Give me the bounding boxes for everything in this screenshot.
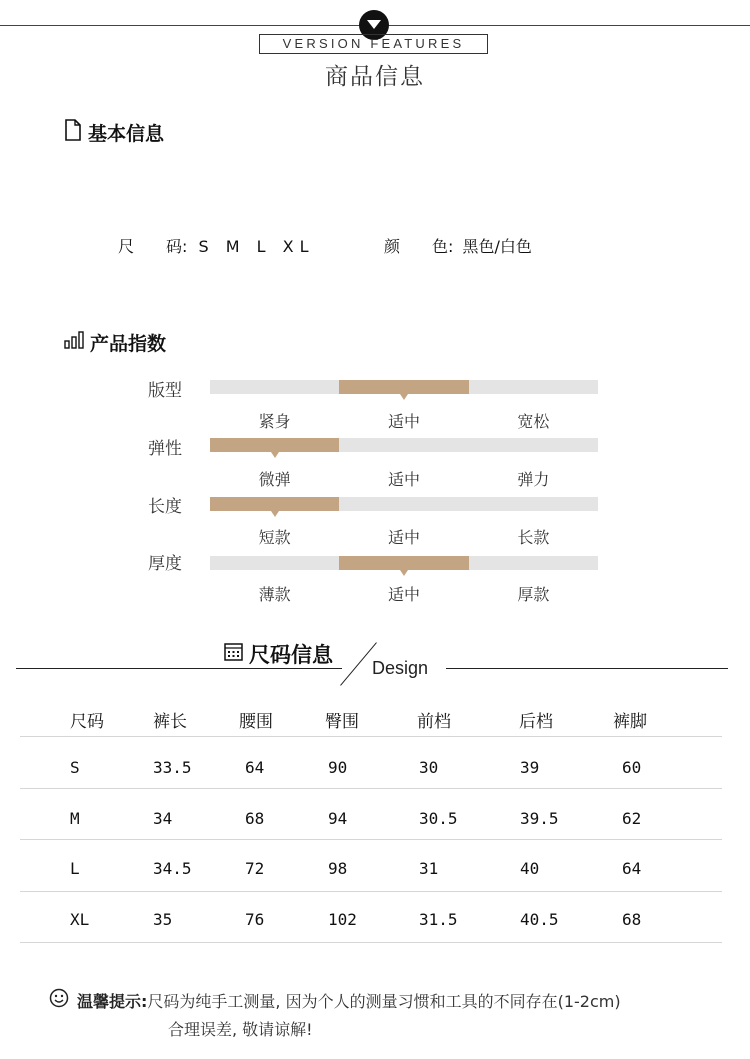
index-bar-pointer	[400, 570, 408, 576]
index-option: 薄款	[258, 585, 291, 604]
table-header-cell: 前档	[417, 712, 451, 732]
size-label: 尺 码:	[118, 237, 188, 256]
table-cell: 90	[328, 758, 348, 777]
table-cell: 39	[520, 758, 540, 777]
size-info-title: 尺码信息	[249, 643, 333, 667]
table-row-divider	[20, 891, 722, 892]
table-cell: 64	[622, 859, 642, 878]
index-bar-track	[210, 556, 598, 570]
table-header-cell: 腰围	[239, 712, 273, 732]
product-index-heading	[64, 329, 166, 356]
tips-text-1: 尺码为纯手工测量, 因为个人的测量习惯和工具的不同存在(1-2cm)	[147, 992, 621, 1011]
table-row-size: L	[70, 859, 80, 878]
table-cell: 60	[622, 758, 642, 777]
table-row-divider	[20, 942, 722, 943]
table-cell: 64	[245, 758, 265, 777]
table-header-cell: 臀围	[325, 712, 359, 732]
product-index-title: 产品指数	[90, 333, 167, 355]
table-header-cell: 裤长	[153, 712, 187, 732]
index-option: 厚款	[517, 585, 550, 604]
index-label: 弹性	[148, 439, 182, 459]
table-header-cell: 裤脚	[613, 712, 647, 732]
table-cell: 62	[622, 809, 642, 828]
table-cell: 31	[419, 859, 439, 878]
table-row-divider	[20, 736, 722, 737]
color-info-line	[384, 234, 532, 257]
table-cell: 94	[328, 809, 348, 828]
size-values: S M L XL	[198, 237, 315, 256]
table-cell: 40.5	[520, 910, 559, 929]
basic-info-heading	[64, 119, 164, 146]
table-header-cell: 尺码	[70, 712, 104, 732]
color-values: 黑色/白色	[462, 237, 532, 256]
table-cell: 35	[153, 910, 173, 929]
document-icon	[64, 119, 82, 146]
index-option: 长款	[517, 528, 550, 547]
table-cell: 68	[622, 910, 642, 929]
size-info-heading	[224, 639, 333, 669]
index-label: 版型	[148, 381, 182, 401]
index-option: 适中	[387, 528, 420, 547]
calendar-icon	[224, 642, 243, 666]
table-row-divider	[20, 839, 722, 840]
tips-label: 温馨提示:	[77, 992, 148, 1011]
table-cell: 72	[245, 859, 265, 878]
size-section-right-line	[446, 668, 728, 669]
color-label: 颜 色:	[384, 237, 454, 256]
index-option: 微弹	[258, 470, 291, 489]
index-bar-fill	[210, 497, 339, 511]
index-option: 适中	[387, 470, 420, 489]
index-bar-pointer	[271, 511, 279, 517]
index-option: 宽松	[517, 412, 550, 431]
index-option: 紧身	[258, 412, 291, 431]
table-row-size: M	[70, 809, 80, 828]
table-header-cell: 后档	[519, 712, 553, 732]
index-bar-fill	[339, 380, 468, 394]
index-option: 适中	[387, 412, 420, 431]
table-cell: 30.5	[419, 809, 458, 828]
tips-text-2: 合理误差, 敬请谅解!	[168, 1020, 313, 1039]
table-cell: 102	[328, 910, 357, 929]
table-cell: 30	[419, 758, 439, 777]
table-cell: 76	[245, 910, 265, 929]
index-bar-track	[210, 497, 598, 511]
basic-info-title: 基本信息	[88, 123, 165, 145]
index-bar-track	[210, 438, 598, 452]
page-title: 商品信息	[325, 64, 425, 90]
tips-line-1	[77, 989, 621, 1012]
index-label: 长度	[148, 497, 182, 517]
design-label: Design	[372, 658, 429, 678]
table-cell: 34	[153, 809, 173, 828]
size-info-line	[118, 234, 315, 257]
table-row-divider	[20, 788, 722, 789]
index-option: 弹力	[517, 470, 550, 489]
smiley-icon	[49, 988, 69, 1012]
table-cell: 39.5	[520, 809, 559, 828]
table-cell: 98	[328, 859, 348, 878]
index-option: 短款	[258, 528, 291, 547]
table-cell: 33.5	[153, 758, 192, 777]
table-cell: 31.5	[419, 910, 458, 929]
table-cell: 40	[520, 859, 540, 878]
index-bar-pointer	[271, 452, 279, 458]
table-cell: 68	[245, 809, 265, 828]
table-cell: 34.5	[153, 859, 192, 878]
bar-chart-icon	[64, 331, 84, 354]
index-option: 适中	[387, 585, 420, 604]
index-bar-track	[210, 380, 598, 394]
index-bar-fill	[339, 556, 468, 570]
index-bar-fill	[210, 438, 339, 452]
index-bar-pointer	[400, 394, 408, 400]
version-features-label: VERSION FEATURES	[259, 34, 488, 54]
table-row-size: S	[70, 758, 80, 777]
table-row-size: XL	[70, 910, 90, 929]
index-label: 厚度	[148, 554, 182, 574]
